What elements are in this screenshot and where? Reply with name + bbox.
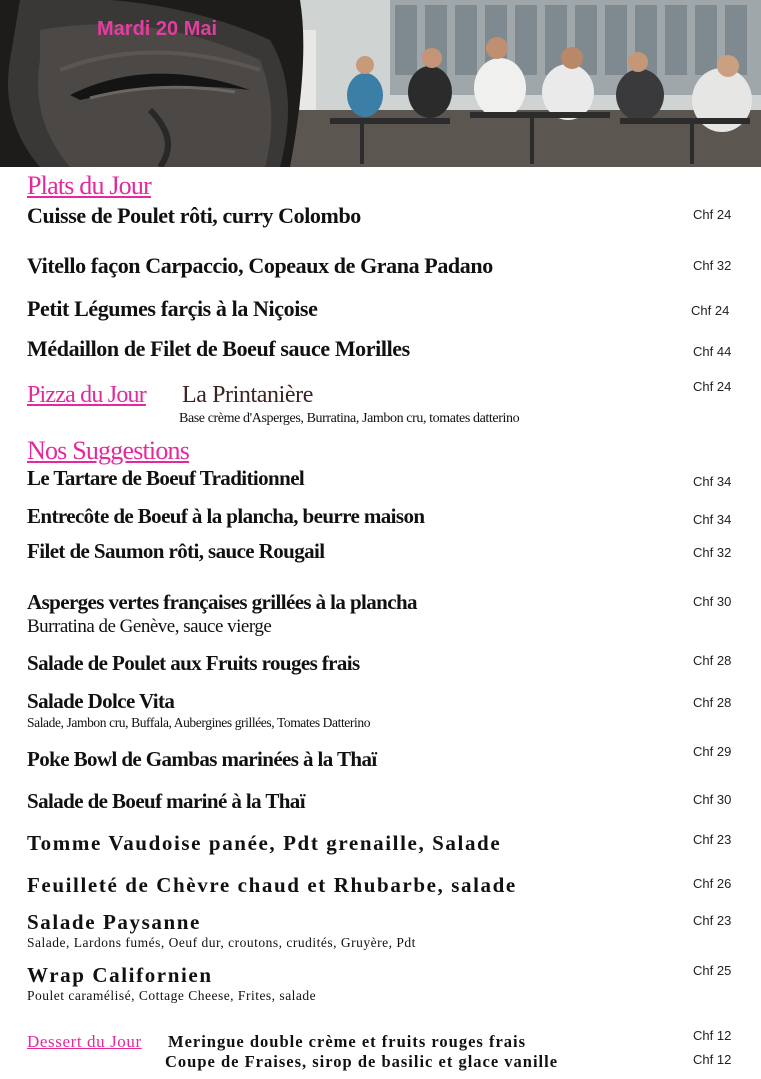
suggestion-name: Entrecôte de Boeuf à la plancha, beurre maison bbox=[27, 504, 425, 528]
suggestion-price: Chf 34 bbox=[693, 474, 732, 489]
dessert-name: Coupe de Fraises, sirop de basilic et glace vanille bbox=[165, 1052, 559, 1071]
suggestion-price: Chf 28 bbox=[693, 653, 732, 668]
plat-name: Médaillon de Filet de Boeuf sauce Morilles bbox=[27, 336, 410, 361]
suggestion-name: Tomme Vaudoise panée, Pdt grenaille, Salade bbox=[27, 831, 502, 855]
section-pizza-du-jour: Pizza du Jour bbox=[27, 382, 146, 408]
suggestion-name: Le Tartare de Boeuf Traditionnel bbox=[27, 466, 305, 490]
suggestion-price: Chf 30 bbox=[693, 594, 732, 609]
suggestion-price: Chf 23 bbox=[693, 913, 732, 928]
suggestion-price: Chf 30 bbox=[693, 792, 732, 807]
plat-price: Chf 24 bbox=[693, 207, 732, 222]
suggestion-price: Chf 29 bbox=[693, 744, 732, 759]
plat-price: Chf 44 bbox=[693, 344, 732, 359]
section-nos-suggestions: Nos Suggestions bbox=[27, 436, 190, 465]
suggestion-name: Salade de Boeuf mariné à la Thaï bbox=[27, 789, 305, 813]
pizza-description: Base crème d'Asperges, Burratina, Jambon cru, tomates datterino bbox=[179, 411, 520, 426]
suggestion-name: Wrap Californien bbox=[27, 963, 213, 987]
dessert-price: Chf 12 bbox=[693, 1028, 732, 1043]
suggestion-description: Poulet caramélisé, Cottage Cheese, Frites, salade bbox=[27, 988, 317, 1003]
suggestion-name: Feuilleté de Chèvre chaud et Rhubarbe, salade bbox=[27, 873, 517, 897]
suggestion-price: Chf 23 bbox=[693, 832, 732, 847]
plat-name: Cuisse de Poulet rôti, curry Colombo bbox=[27, 203, 361, 228]
plat-name: Petit Légumes farçis à la Niçoise bbox=[27, 296, 318, 321]
plat-name: Vitello façon Carpaccio, Copeaux de Grana Padano bbox=[27, 253, 493, 278]
suggestion-description: Salade, Lardons fumés, Oeuf dur, croutons, crudités, Gruyère, Pdt bbox=[27, 935, 416, 950]
section-dessert-du-jour: Dessert du Jour bbox=[27, 1032, 142, 1051]
dessert-price: Chf 12 bbox=[693, 1052, 732, 1067]
menu-date: Mardi 20 Mai bbox=[97, 18, 218, 40]
plat-price: Chf 24 bbox=[691, 303, 730, 318]
dessert-name: Meringue double crème et fruits rouges frais bbox=[168, 1032, 527, 1051]
pizza-price: Chf 24 bbox=[693, 379, 732, 394]
suggestion-name: Salade Paysanne bbox=[27, 910, 201, 934]
suggestion-price: Chf 28 bbox=[693, 695, 732, 710]
suggestion-description: Burratina de Genève, sauce vierge bbox=[27, 616, 272, 637]
suggestion-price: Chf 26 bbox=[693, 876, 732, 891]
suggestion-price: Chf 32 bbox=[693, 545, 732, 560]
suggestion-name: Salade Dolce Vita bbox=[27, 689, 175, 713]
suggestion-description: Salade, Jambon cru, Buffala, Aubergines grillées, Tomates Datterino bbox=[27, 715, 371, 730]
suggestion-name: Asperges vertes françaises grillées à la plancha bbox=[27, 590, 417, 614]
pizza-name: La Printanière bbox=[182, 382, 314, 408]
suggestion-name: Poke Bowl de Gambas marinées à la Thaï bbox=[27, 747, 377, 771]
suggestion-name: Salade de Poulet aux Fruits rouges frais bbox=[27, 651, 360, 675]
plat-price: Chf 32 bbox=[693, 258, 732, 273]
suggestion-price: Chf 25 bbox=[693, 963, 732, 978]
suggestion-name: Filet de Saumon rôti, sauce Rougail bbox=[27, 539, 325, 563]
section-plats-du-jour: Plats du Jour bbox=[27, 171, 151, 200]
suggestion-price: Chf 34 bbox=[693, 512, 732, 527]
header-photo bbox=[0, 0, 761, 167]
